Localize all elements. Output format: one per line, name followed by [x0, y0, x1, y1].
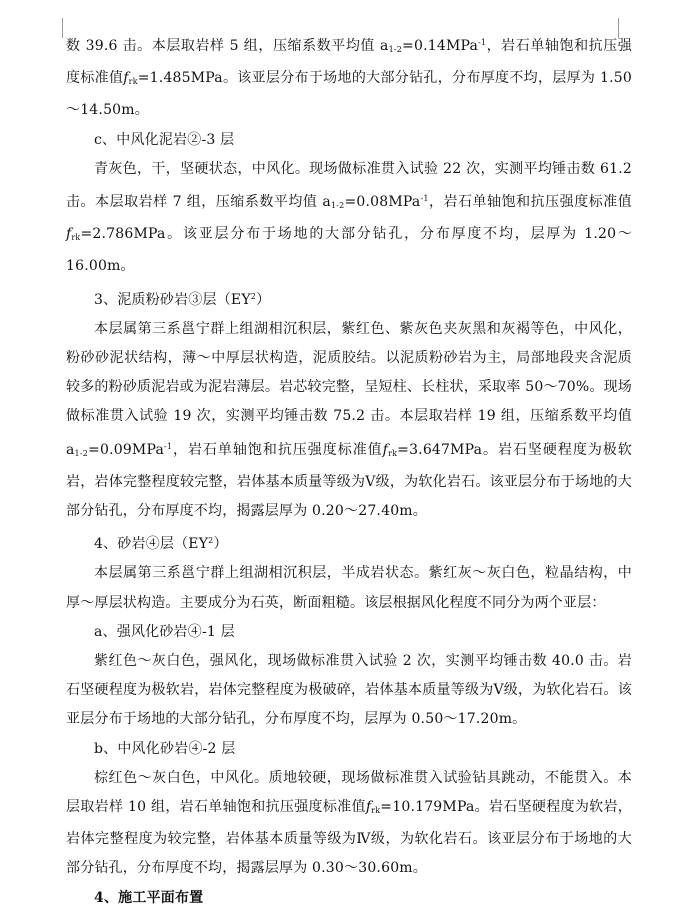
text-run: =1.485MPa。该亚层分布于场地的大部分钻孔，分布厚度不均，层厚为 1.50～14.50m。	[66, 70, 632, 119]
paragraph-p2	[66, 126, 632, 155]
text-run: -1	[478, 38, 487, 47]
text-run: =0.09MPa	[88, 441, 165, 458]
text-run: -1	[420, 194, 429, 204]
text-run: 1-2	[74, 448, 89, 458]
paragraph-p12	[66, 884, 632, 913]
text-run: 紫红色～灰白色，强风化，现场做标准贯入试验 2 次，实测平均锤击数 40.0 击。岩石坚硬程度为极软岩，岩体完整程度为极破碎，岩体基本质量等级为Ⅴ级，为软化岩石。该亚层分布于场地的大部分钻孔，分布厚度不均，层厚为 0.50～17.20m。	[66, 653, 632, 728]
text-run: ）	[213, 536, 228, 553]
text-run: 2	[208, 536, 214, 546]
text-run: ）	[256, 291, 271, 308]
text-run: =10.179MPa。岩石坚硬程度为软岩，岩体完整程度为较完整，岩体基本质量等级为Ⅳ级，为软化岩石。该亚层分布于场地的大部分钻孔，分布厚度不均，揭露层厚为 0.30～30.60m。	[66, 799, 632, 877]
text-run: 棕红色～灰白色，中风化。质地较硬，现场做标准贯入试验钻具跳动，不能贯入。本层取岩样 10 组，岩石单轴饱和抗压强度标准值	[66, 769, 632, 816]
text-run: =0.08MPa	[344, 194, 421, 211]
text-run: 数 39.6 击。本层取岩样 5 组，压缩系数平均值 a	[66, 38, 389, 54]
text-run: rk	[128, 77, 138, 87]
text-run: 本层属第三系邕宁群上组湖相沉积层，半成岩状态。紫红灰～灰白色，粒晶结构，中厚～厚层状构造。主要成分为石英，断面粗糙。该层根据风化程度不同分为两个亚层：	[66, 565, 632, 611]
paragraph-p11	[66, 764, 632, 884]
text-run: 4、施工平面布置	[94, 889, 204, 906]
text-run: f	[365, 799, 372, 816]
paragraph-p7	[66, 559, 632, 617]
text-run: 1-2	[388, 45, 403, 54]
text-run: rk	[371, 806, 381, 816]
text-run: ，岩石单轴饱和抗压强度标准值	[66, 38, 632, 87]
text-run: 2	[250, 291, 257, 301]
text-run: ，岩石单轴饱和抗压强度标准值	[172, 441, 383, 458]
text-run: ，岩石单轴饱和抗压强度标准值	[428, 194, 632, 211]
paragraph-p8	[66, 618, 632, 647]
text-run: a、强风化砂岩④-1 层	[94, 623, 235, 640]
text-run: f	[123, 70, 129, 87]
text-run: f	[382, 441, 389, 458]
text-run: -1	[164, 441, 173, 451]
text-run: 3、泥质粉砂岩③层（EY	[94, 291, 251, 308]
text-run: b、中风化砂岩④-2 层	[94, 740, 236, 757]
text-run: 1-2	[330, 201, 345, 211]
text-run: rk	[71, 233, 81, 243]
text-run: rk	[388, 448, 398, 458]
text-run: =2.786MPa。该亚层分布于场地的大部分钻孔，分布厚度不均，层厚为 1.20～16.00m。	[66, 226, 632, 275]
text-run: f	[66, 226, 72, 243]
paragraph-p3	[66, 155, 632, 282]
text-run: c、中风化泥岩②-3 层	[94, 131, 235, 148]
paragraph-p6	[66, 526, 632, 559]
document-body	[66, 28, 632, 913]
crop-mark-top-left	[40, 18, 63, 38]
text-run: 本层属第三系邕宁群上组湖相沉积层，紫红色、紫灰色夹灰黑和灰褐等色，中风化，粉砂砂泥状结构，薄～中厚层状构造，泥质胶结。以泥质粉砂岩为主，局部地段夹含泥质较多的粉砂质泥岩或为泥岩薄层。岩芯较完整，呈短柱、长柱状，采取率 50～70%。现场做标准贯入试验 19 次，实测平均锤击数 75.2 击。本层取岩样 19 组，压缩系数平均值 a	[66, 320, 632, 458]
text-run: =0.14MPa	[402, 38, 479, 54]
text-run: 4、砂岩④层（EY	[94, 536, 209, 553]
text-run: =3.647MPa。岩石坚硬程度为极软岩，岩体完整程度较完整，岩体基本质量等级为Ⅴ级，为软化岩石。该亚层分布于场地的大部分钻孔，分布厚度不均，揭露层厚为 0.20～27.40m。	[66, 441, 632, 520]
paragraph-p5	[66, 315, 632, 526]
paragraph-p1	[66, 28, 632, 126]
paragraph-p4	[66, 282, 632, 315]
paragraph-p9	[66, 647, 632, 735]
text-run: 青灰色，干，坚硬状态，中风化。现场做标准贯入试验 22 次，实测平均锤击数 61.2 击。本层取岩样 7 组，压缩系数平均值 a	[66, 160, 632, 211]
paragraph-p10	[66, 735, 632, 764]
